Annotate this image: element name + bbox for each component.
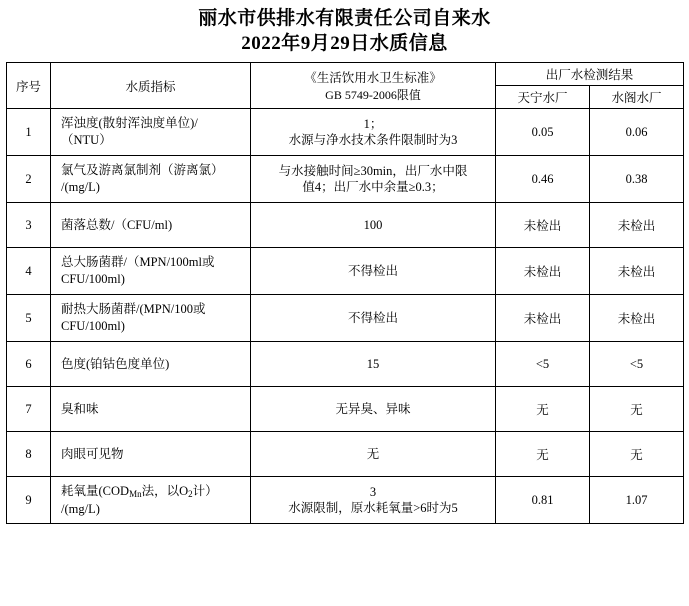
cell-plant-shuige: 0.06 (590, 109, 684, 156)
cell-plant-shuige: 1.07 (590, 477, 684, 524)
cell-no: 2 (7, 156, 51, 203)
cell-plant-tianning: 0.46 (496, 156, 590, 203)
title-line-2: 2022年9月29日水质信息 (241, 33, 448, 54)
cell-no: 5 (7, 295, 51, 342)
table-row (7, 477, 684, 524)
cell-standard: 与水接触时间≥30min，出厂水中限 值4；出厂水中余量≥0.3； (251, 156, 496, 203)
cell-no: 8 (7, 432, 51, 477)
header-plant-shuige: 水阁水厂 (590, 86, 684, 109)
table-header (7, 63, 684, 109)
cell-plant-shuige: 无 (590, 387, 684, 432)
cell-standard: 100 (251, 203, 496, 248)
cell-standard: 15 (251, 342, 496, 387)
cell-standard: 3 水源限制，原水耗氧量>6时为5 (251, 477, 496, 524)
cell-standard: 无异臭、异味 (251, 387, 496, 432)
cell-standard: 无 (251, 432, 496, 477)
cell-plant-tianning: 无 (496, 432, 590, 477)
cell-plant-shuige: 无 (590, 432, 684, 477)
header-standard-line-1: 《生活饮用水卫生标准》 (304, 70, 442, 85)
table-row (7, 342, 684, 387)
cell-no: 1 (7, 109, 51, 156)
header-standard (251, 63, 496, 109)
cell-plant-tianning: 无 (496, 387, 590, 432)
report-title (0, 0, 689, 56)
table-row (7, 387, 684, 432)
title-line-1: 丽水市供排水有限责任公司自来水 (198, 8, 491, 29)
cell-plant-tianning: 未检出 (496, 295, 590, 342)
header-indicator: 水质指标 (51, 63, 251, 109)
cell-indicator: 菌落总数/（CFU/ml) (51, 203, 251, 248)
cell-indicator: 浑浊度(散射浑浊度单位)/ （NTU） (51, 109, 251, 156)
table-row (7, 432, 684, 477)
cell-indicator: 肉眼可见物 (51, 432, 251, 477)
water-quality-table (6, 62, 684, 524)
cell-no: 7 (7, 387, 51, 432)
header-plant-tianning: 天宁水厂 (496, 86, 590, 109)
cell-plant-tianning: 0.05 (496, 109, 590, 156)
cell-indicator: 总大肠菌群/（MPN/100ml或 CFU/100ml) (51, 248, 251, 295)
cell-indicator: 色度(铂钴色度单位) (51, 342, 251, 387)
cell-indicator: 氯气及游离氯制剂（游离氯） /(mg/L) (51, 156, 251, 203)
cell-indicator: 耗氧量($COD_{Mn}$法，以$O_2$计） /(mg/L) (51, 477, 251, 524)
table-row (7, 295, 684, 342)
cell-standard: 不得检出 (251, 295, 496, 342)
cell-plant-shuige: <5 (590, 342, 684, 387)
cell-no: 9 (7, 477, 51, 524)
cell-plant-shuige: 0.38 (590, 156, 684, 203)
header-standard-line-2: GB 5749-2006限值 (325, 87, 421, 102)
cell-plant-shuige: 未检出 (590, 295, 684, 342)
table-row (7, 248, 684, 295)
cell-plant-shuige: 未检出 (590, 203, 684, 248)
table-row (7, 109, 684, 156)
cell-plant-tianning: <5 (496, 342, 590, 387)
cell-indicator: 臭和味 (51, 387, 251, 432)
cell-plant-tianning: 未检出 (496, 248, 590, 295)
header-no: 序号 (7, 63, 51, 109)
cell-standard: 不得检出 (251, 248, 496, 295)
cell-indicator: 耐热大肠菌群/(MPN/100或 CFU/100ml) (51, 295, 251, 342)
cell-plant-shuige: 未检出 (590, 248, 684, 295)
table-row (7, 203, 684, 248)
cell-plant-tianning: 0.81 (496, 477, 590, 524)
cell-no: 6 (7, 342, 51, 387)
table-header-row-1 (7, 63, 684, 86)
cell-no: 3 (7, 203, 51, 248)
table-body (7, 109, 684, 524)
table-row (7, 156, 684, 203)
cell-plant-tianning: 未检出 (496, 203, 590, 248)
cell-standard: 1； 水源与净水技术条件限制时为3 (251, 109, 496, 156)
header-result-group: 出厂水检测结果 (496, 63, 684, 86)
cell-no: 4 (7, 248, 51, 295)
